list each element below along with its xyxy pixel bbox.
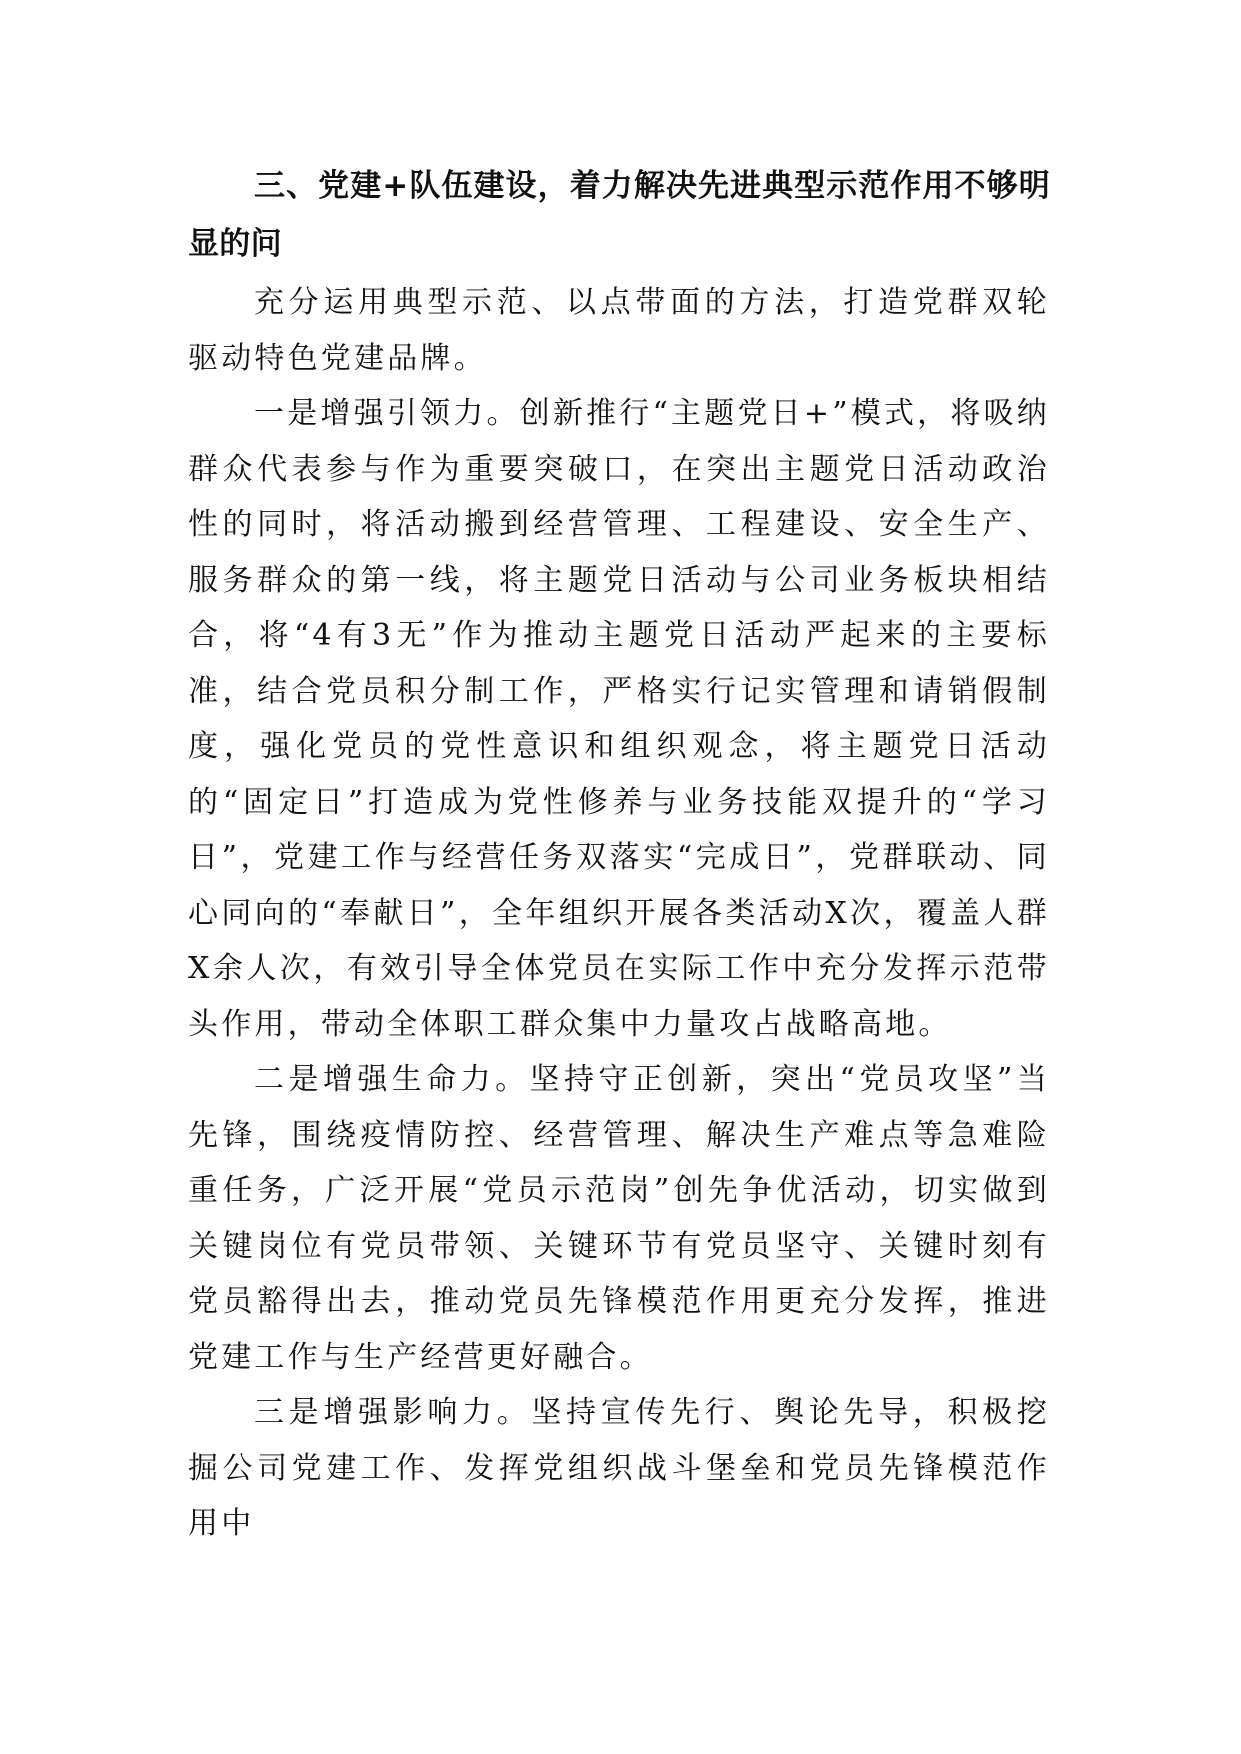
paragraph-influence: 三是增强影响力。坚持宣传先行、舆论先导，积极挖掘公司党建工作、发挥党组织战斗堡垒和党员先锋模范作用中 xyxy=(188,1395,1050,1541)
intro-paragraph: 充分运用典型示范、以点带面的方法，打造党群双轮驱动特色党建品牌。 xyxy=(188,285,1050,376)
section-heading: 三、党建+队伍建设，着力解决先进典型示范作用不够明显的问 xyxy=(188,168,1050,262)
paragraph-leadership: 一是增强引领力。创新推行“主题党日+”模式，将吸纳群众代表参与作为重要突破口，在突出主题党日活动政治性的同时，将活动搬到经营管理、工程建设、安全生产、服务群众的第一线，将主题党日活动与公司业务板块相结合，将“4有3无”作为推动主题党日活动严起来的主要标准，结合党员积分制工作，严格实行记实管理和请销假制度，强化党员的党性意识和组织观念，将主题党日活动的“固定日”打造成为党性修养与业务技能双提升的“学习日”，党建工作与经营任务双落实“完成日”，党群联动、同心同向的“奉献日”，全年组织开展各类活动X次，覆盖人群X余人次，有效引导全体党员在实际工作中充分发挥示范带头作用，带动全体职工群众集中力量攻占战略高地。 xyxy=(188,396,1051,1042)
paragraph-vitality: 二是增强生命力。坚持守正创新，突出“党员攻坚”当先锋，围绕疫情防控、经营管理、解决生产难点等急难险重任务，广泛开展“党员示范岗”创先争优活动，切实做到关键岗位有党员带领、关键环节有党员坚守、关键时刻有党员豁得出去，推动党员先锋模范作用更充分发挥，推进党建工作与生产经营更好融合。 xyxy=(188,1062,1050,1375)
document-body xyxy=(188,157,1050,1552)
